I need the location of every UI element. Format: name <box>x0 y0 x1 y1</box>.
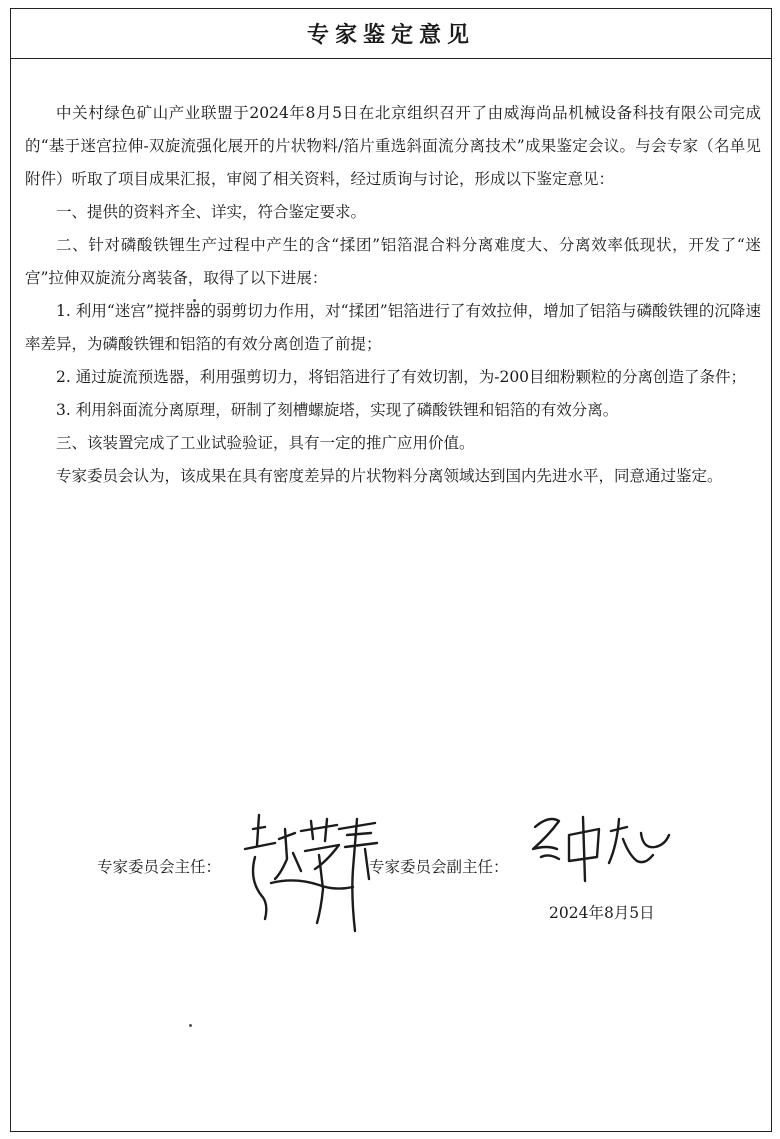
paragraph-progress-1: 1. 利用“迷宫”搅拌器的弱剪切力作用，对“揉团”铝箔进行了有效拉伸，增加了铝箔与磷酸铁锂的沉降速率差异，为磷酸铁锂和铝箔的有效分离创造了前提； <box>25 302 761 353</box>
chair-signature <box>235 799 385 949</box>
document-frame <box>10 8 772 1132</box>
title-bar <box>11 9 771 59</box>
page-title: 专家鉴定意见 <box>306 23 475 48</box>
paragraph-progress-3: 3. 利用斜面流分离原理，研制了刻槽螺旋塔，实现了磷酸铁锂和铝箔的有效分离。 <box>56 401 619 419</box>
paragraph-intro: 中关村绿色矿山产业联盟于2024年8月5日在北京组织召开了由威海尚品机械设备科技有限公司完成的“基于迷宫拉伸-双旋流强化展开的片状物料/箔片重选斜面流分离技术”成果鉴定会议。与会专家（名单见附件）听取了项目成果汇报，审阅了相关资料，经过质询与讨论，形成以下鉴定意见： <box>25 104 761 188</box>
paragraph-progress-2: 2. 通过旋流预选器，利用强剪切力，将铝箔进行了有效切割，为-200目细粉颗粒的分离创造了条件； <box>56 368 747 386</box>
scan-speck <box>189 1024 192 1027</box>
signature-block <box>11 789 771 989</box>
paragraph-item-1: 一、提供的资料齐全、详实，符合鉴定要求。 <box>56 203 367 221</box>
paragraph-conclusion: 专家委员会认为，该成果在具有密度差异的片状物料分离领域达到国内先进水平，同意通过鉴定。 <box>56 467 723 485</box>
document-body <box>25 97 761 493</box>
vice-chair-signature <box>519 805 679 885</box>
paragraph-item-2: 二、针对磷酸铁锂生产过程中产生的含“揉团”铝箔混合料分离难度大、分离效率低现状，开发了“迷宫”拉伸双旋流分离装备，取得了以下进展： <box>25 236 761 287</box>
paragraph-item-3: 三、该装置完成了工业试验验证，具有一定的推广应用价值。 <box>56 434 475 452</box>
scan-speck <box>193 299 196 302</box>
vice-chair-label: 专家委员会副主任： <box>369 858 509 876</box>
chair-label: 专家委员会主任： <box>97 858 222 876</box>
signature-date: 2024年8月5日 <box>549 904 655 922</box>
